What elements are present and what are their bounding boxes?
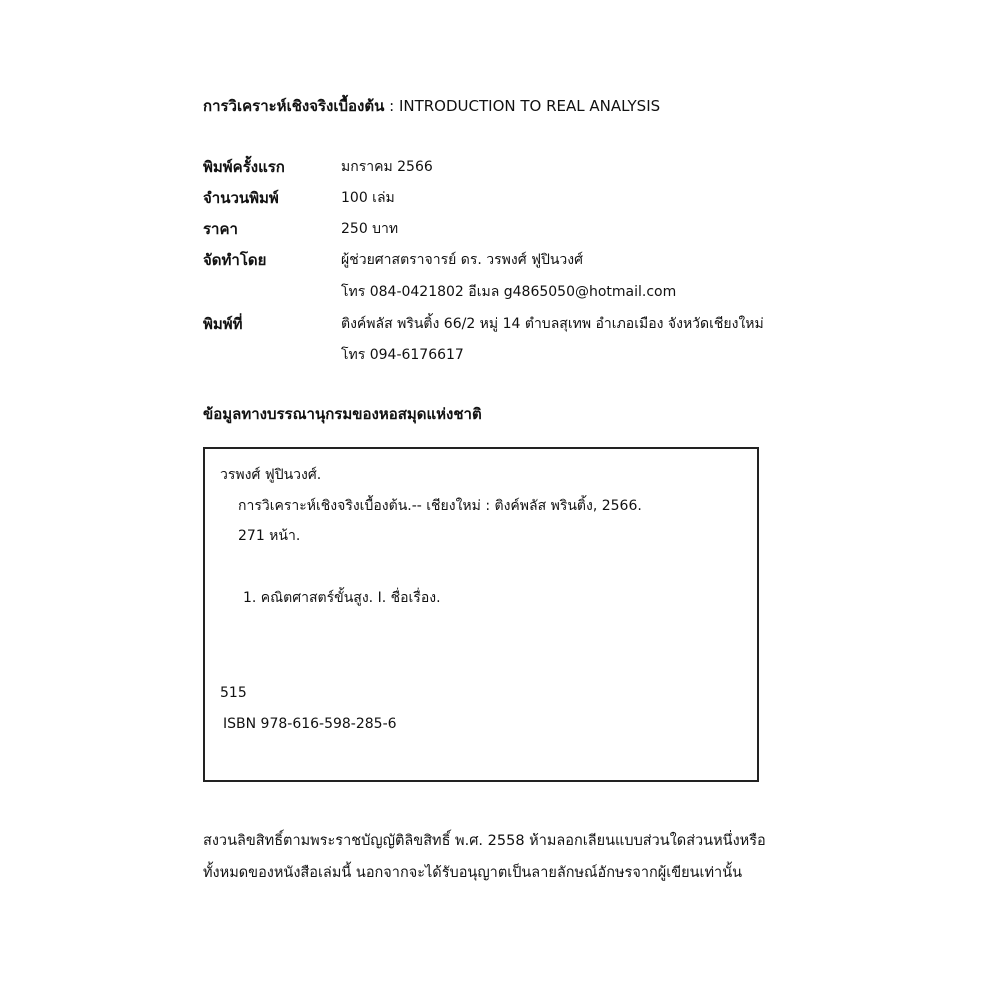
cip-record-box xyxy=(203,447,759,782)
printer-phone: โทร 094-6176617 xyxy=(341,347,464,363)
cip-heading: ข้อมูลทางบรรณานุกรมของหอสมุดแห่งชาติ xyxy=(203,405,482,423)
book-title-thai: การวิเคราะห์เชิงจริงเบื้องต้น xyxy=(203,97,385,115)
author-label: จัดทำโดย xyxy=(203,251,267,269)
author-contact: โทร 084-0421802 อีเมล g4865050@hotmail.com xyxy=(341,284,677,300)
cip-pages: 271 หน้า. xyxy=(238,528,301,544)
copyright-line-1: สงวนลิขสิทธิ์ตามพระราชบัญญัติลิขสิทธิ์ พ.ศ. 2558 ห้ามลอกเลียนแบบส่วนใดส่วนหนึ่งหรือ xyxy=(203,833,766,849)
quantity-label: จำนวนพิมพ์ xyxy=(203,189,279,207)
first-print-value: มกราคม 2566 xyxy=(341,159,433,175)
printer-label: พิมพ์ที่ xyxy=(203,315,243,333)
cip-title-line: การวิเคราะห์เชิงจริงเบื้องต้น.-- เชียงใหม่ : ติงค์พลัส พรินติ้ง, 2566. xyxy=(238,498,642,514)
copyright-line-2: ทั้งหมดของหนังสือเล่มนี้ นอกจากจะได้รับอนุญาตเป็นลายลักษณ์อักษรจากผู้เขียนเท่านั้น xyxy=(203,865,743,881)
book-title-english: INTRODUCTION TO REAL ANALYSIS xyxy=(398,97,661,115)
cip-author: วรพงศ์ ฟูปินวงศ์. xyxy=(220,467,322,483)
printer-value: ติงค์พลัส พรินติ้ง 66/2 หมู่ 14 ตำบลสุเทพ อำเภอเมือง จังหวัดเชียงใหม่ xyxy=(341,316,764,332)
book-title-separator: : xyxy=(384,97,399,115)
price-value: 250 บาท xyxy=(341,221,399,237)
price-label: ราคา xyxy=(203,220,238,238)
quantity-value: 100 เล่ม xyxy=(341,190,395,206)
first-print-label: พิมพ์ครั้งแรก xyxy=(203,158,285,176)
cip-subjects: 1. คณิตศาสตร์ขั้นสูง. I. ชื่อเรื่อง. xyxy=(243,590,441,606)
cip-isbn: ISBN 978-616-598-285-6 xyxy=(223,716,397,732)
book-title xyxy=(203,94,660,118)
author-value: ผู้ช่วยศาสตราจารย์ ดร. วรพงศ์ ฟูปินวงศ์ xyxy=(341,252,584,268)
cip-class-number: 515 xyxy=(220,685,247,701)
